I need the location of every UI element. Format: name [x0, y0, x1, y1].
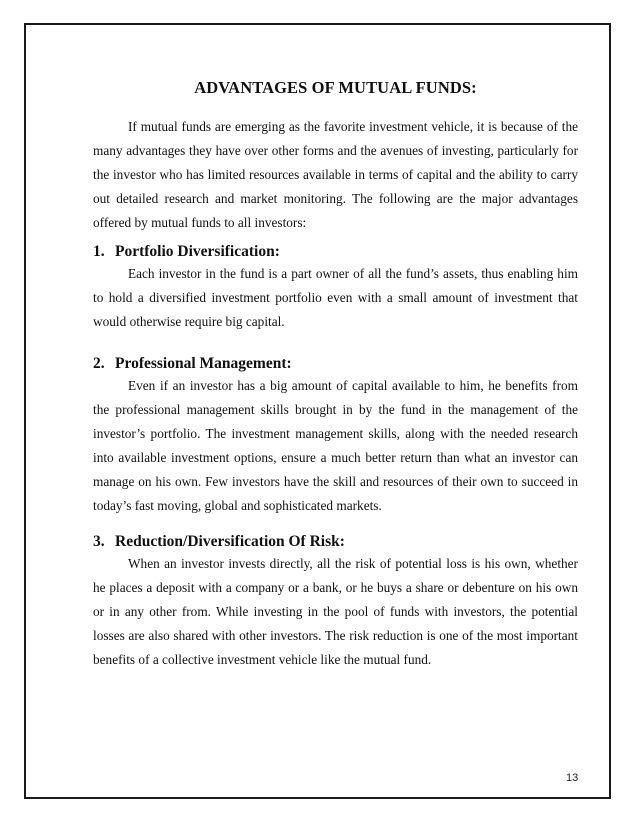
page-title: ADVANTAGES OF MUTUAL FUNDS: — [194, 78, 477, 97]
page-number: 13 — [566, 772, 579, 784]
section-title: Reduction/Diversification Of Risk: — [115, 533, 345, 550]
section-title: Professional Management: — [115, 355, 292, 372]
section-number: 1. — [93, 243, 105, 260]
section-title: Portfolio Diversification: — [115, 243, 280, 260]
section-number: 3. — [93, 533, 105, 550]
intro-paragraph: If mutual funds are emerging as the favorite investment vehicle, it is because of the many advantages they have over other forms and the avenues of investing, particularly for the investor who has limited resources available in terms of capital and the ability to carry out detailed research and market monitoring. The following are the major advantages offered by mutual funds to all investors: — [93, 119, 578, 231]
section-heading-risk-reduction — [93, 532, 345, 552]
section-body-portfolio-diversification: Each investor in the fund is a part owner of all the fund’s assets, thus enabling him to hold a diversified investment portfolio even with a small amount of investment that would otherwise require big capital. — [93, 266, 578, 330]
section-number: 2. — [93, 355, 105, 372]
section-body-risk-reduction: When an investor invests directly, all the risk of potential loss is his own, whether he places a deposit with a company or a bank, or he buys a share or debenture on his own or in any other from. While investing in the pool of funds with investors, the potential losses are also shared with other investors. The risk reduction is one of the most important benefits of a collective investment vehicle like the mutual fund. — [93, 556, 578, 668]
section-body-professional-management: Even if an investor has a big amount of capital available to him, he benefits from the professional management skills brought in by the fund in the management of the investor’s portfolio. The investment management skills, along with the needed research into available investment options, ensure a much better return than what an investor can manage on his own. Few investors have the skill and resources of their own to succeed in today’s fast moving, global and sophisticated markets. — [93, 378, 578, 514]
section-heading-professional-management — [93, 354, 292, 374]
section-heading-portfolio-diversification — [93, 242, 280, 262]
